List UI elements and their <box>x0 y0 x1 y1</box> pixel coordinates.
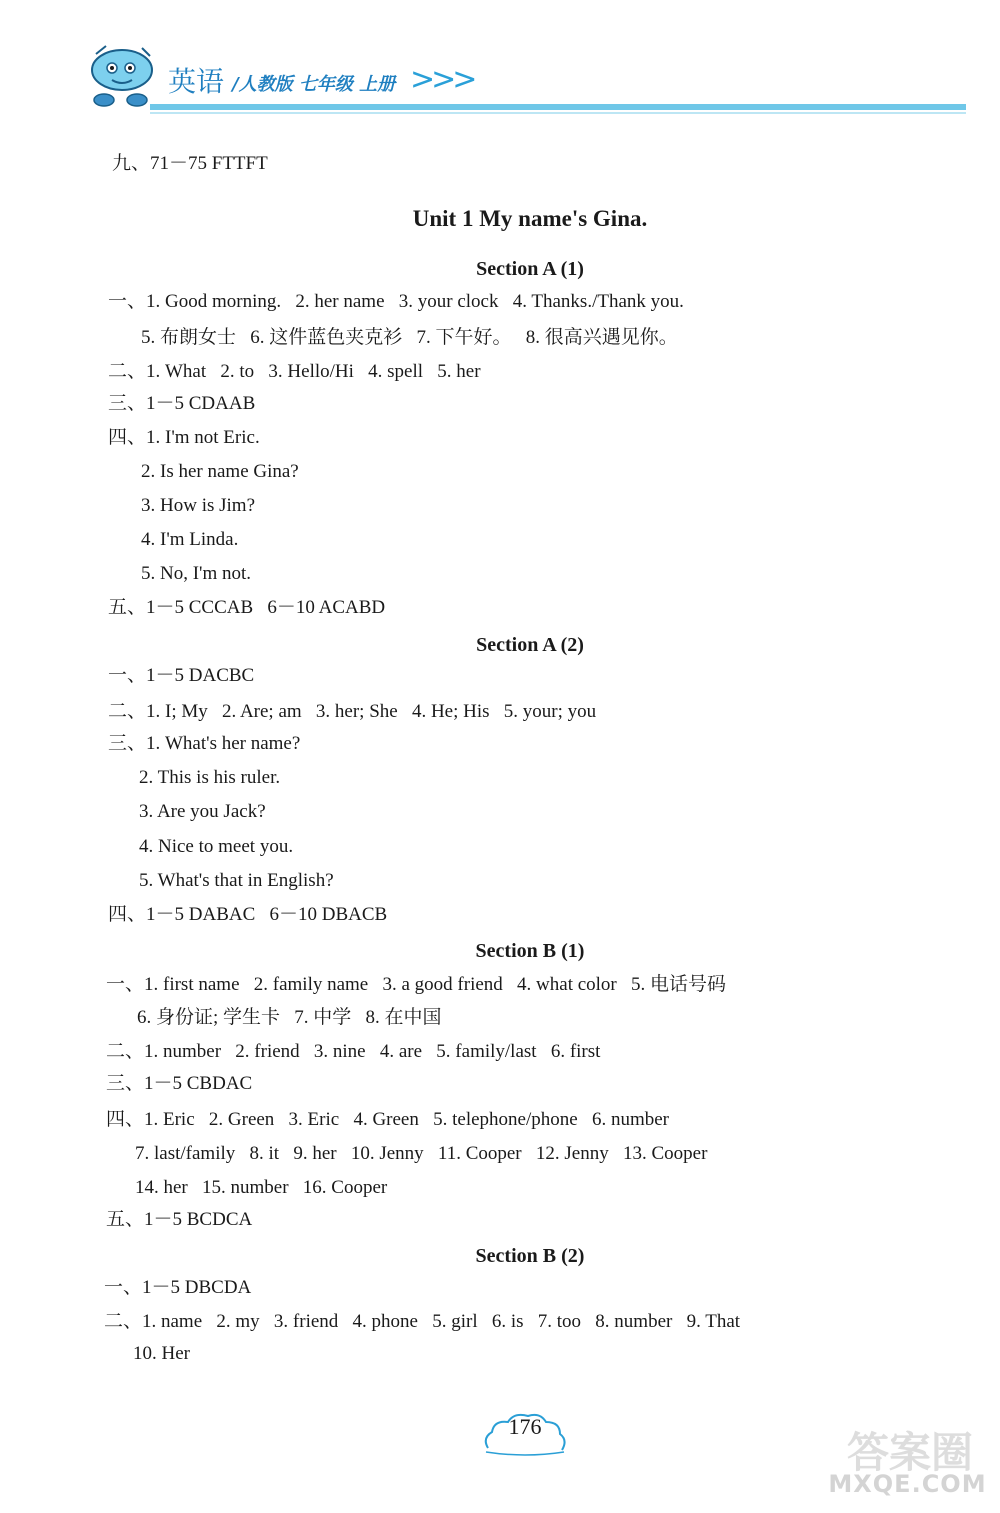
page-number-badge <box>480 1408 570 1458</box>
answer-line: 一、1－5 DBCDA <box>104 1277 252 1298</box>
answer-line: 2. Is her name Gina? <box>141 461 299 482</box>
answer-line: 二、1. name 2. my 3. friend 4. phone 5. girl 6. is 7. too 8. number 9. That <box>104 1311 741 1332</box>
section-heading: Section A (2) <box>476 634 584 656</box>
answer-line: 3. Are you Jack? <box>139 801 266 822</box>
answer-line: 三、1－5 CDAAB <box>108 393 256 414</box>
section-heading: Section A (1) <box>476 258 584 280</box>
page-header <box>0 0 1000 130</box>
answer-line: 九、71－75 FTTFT <box>112 153 268 174</box>
answer-line: 14. her 15. number 16. Cooper <box>135 1177 388 1198</box>
edition-label: /人教版 七年级 上册 <box>232 74 396 95</box>
answer-line: 五、1－5 CCCAB 6－10 ACABD <box>108 597 386 618</box>
answer-line: 4. I'm Linda. <box>141 529 239 550</box>
chevron-arrows-icon: >>> <box>410 62 474 97</box>
answer-line: 4. Nice to meet you. <box>139 836 294 857</box>
answer-line: 5. 布朗女士 6. 这件蓝色夹克衫 7. 下午好。 8. 很高兴遇见你。 <box>141 327 678 348</box>
answer-line: 二、1. What 2. to 3. Hello/Hi 4. spell 5. her <box>108 361 481 382</box>
answer-line: 6. 身份证; 学生卡 7. 中学 8. 在中国 <box>137 1007 442 1028</box>
answer-line: 二、1. number 2. friend 3. nine 4. are 5. family/last 6. first <box>106 1041 601 1062</box>
cartoon-mascot-logo <box>82 40 160 110</box>
answer-line: 7. last/family 8. it 9. her 10. Jenny 11. Cooper 12. Jenny 13. Cooper <box>135 1143 708 1164</box>
answer-line: 二、1. I; My 2. Are; am 3. her; She 4. He; His 5. your; you <box>108 701 597 722</box>
answer-line: 一、1. Good morning. 2. her name 3. your clock 4. Thanks./Thank you. <box>108 291 684 312</box>
section-heading: Section B (1) <box>475 940 585 962</box>
answer-line: 三、1－5 CBDAC <box>106 1073 253 1094</box>
answer-line: 五、1－5 BCDCA <box>106 1209 253 1230</box>
answer-line: 一、1. first name 2. family name 3. a good friend 4. what color 5. 电话号码 <box>106 974 727 995</box>
watermark-url: MXQE.COM <box>828 1470 987 1498</box>
subject-title: 英语 <box>168 65 225 98</box>
unit-title: Unit 1 My name's Gina. <box>412 206 648 231</box>
section-heading: Section B (2) <box>475 1245 585 1267</box>
answer-line: 四、1. Eric 2. Green 3. Eric 4. Green 5. telephone/phone 6. number <box>106 1109 669 1130</box>
answer-line: 3. How is Jim? <box>141 495 255 516</box>
page-number: 176 <box>508 1414 542 1439</box>
header-divider-thin <box>150 112 966 114</box>
watermark-logo: 答案圈 <box>846 1428 973 1477</box>
answer-line: 四、1. I'm not Eric. <box>108 427 260 448</box>
answer-line: 一、1－5 DACBC <box>108 665 255 686</box>
answer-line: 2. This is his ruler. <box>139 767 281 788</box>
header-divider <box>150 104 966 110</box>
answer-line: 三、1. What's her name? <box>108 733 301 754</box>
answer-line: 10. Her <box>133 1343 190 1364</box>
watermark <box>820 1420 995 1510</box>
answer-line: 5. What's that in English? <box>139 870 334 891</box>
answer-line: 四、1－5 DABAC 6－10 DBACB <box>108 904 388 925</box>
answer-line: 5. No, I'm not. <box>141 563 252 584</box>
